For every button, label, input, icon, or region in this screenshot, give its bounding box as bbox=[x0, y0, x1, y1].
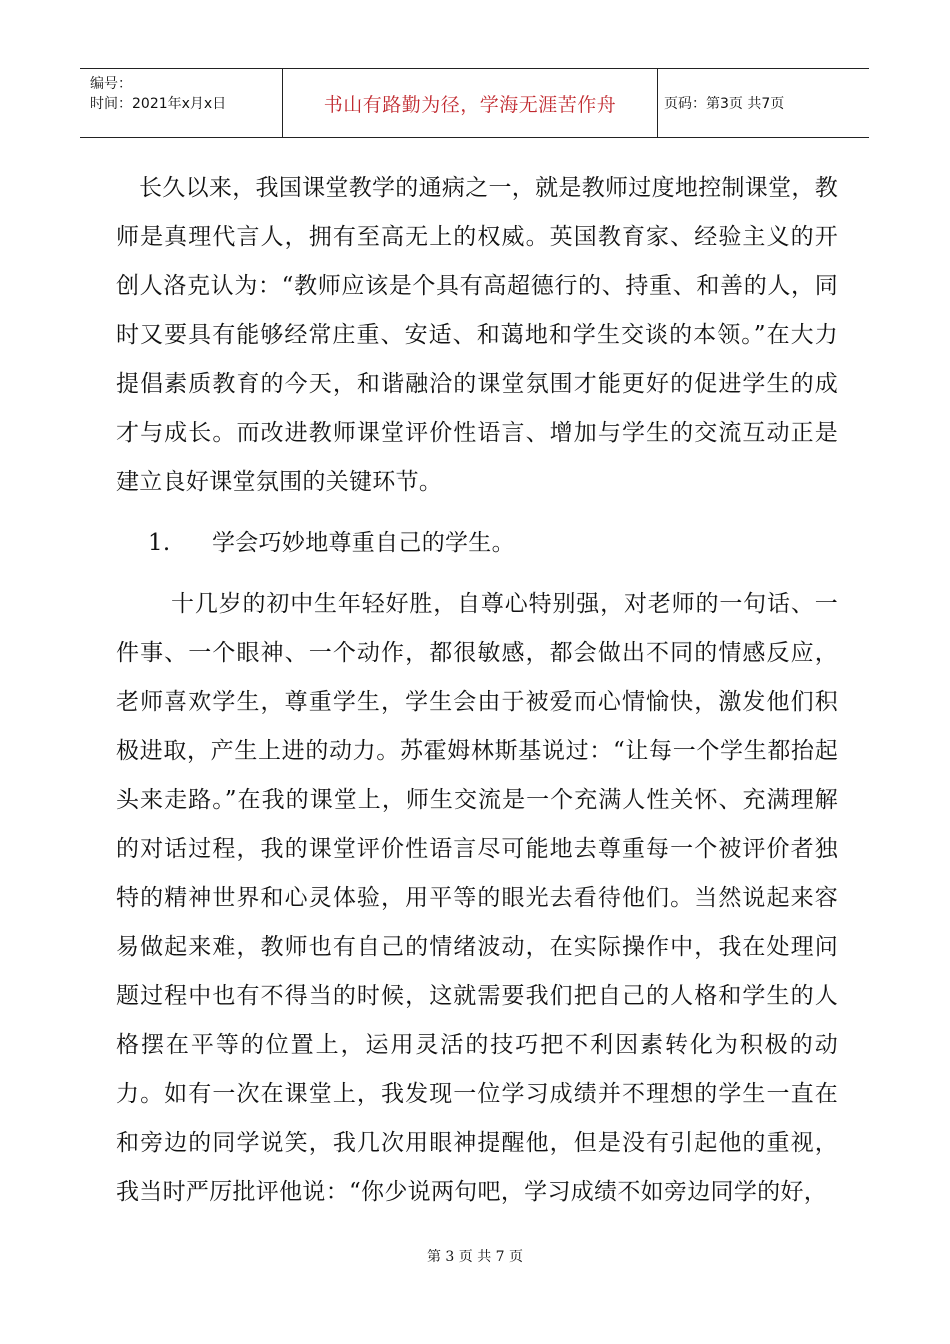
document-date-label: 时间：2021年x月x日 bbox=[90, 96, 227, 112]
section-heading bbox=[116, 519, 838, 568]
paragraph-respect: 十几岁的初中生年轻好胜，自尊心特别强，对老师的一句话、一件事、一个眼神、一个动作，都很敏感，都会做出不同的情感反应，老师喜欢学生，尊重学生，学生会由于被爱而心情愉快，激发他们积极进取，产生上进的动力。苏霍姆林斯基说过：“让每一个学生都抬起头来走路。”在我的课堂上，师生交流是一个充满人性关怀、充满理解的对话过程，我的课堂评价性语言尽可能地去尊重每一个被评价者独特的精神世界和心灵体验，用平等的眼光去看待他们。当然说起来容易做起来难，教师也有自己的情绪波动，在实际操作中，我在处理问题过程中也有不得当的时候，这就需要我们把自己的人格和学生的人格摆在平等的位置上，运用灵活的技巧把不利因素转化为积极的动力。如有一次在课堂上，我发现一位学习成绩并不理想的学生一直在和旁边的同学说笑，我几次用眼神提醒他，但是没有引起他的重视，我当时严厉批评他说：“你少说两句吧，学习成绩不如旁边同学的好， bbox=[116, 591, 838, 1205]
section-number: 1. bbox=[148, 530, 171, 556]
section-title: 学会巧妙地尊重自己的学生。 bbox=[212, 530, 515, 556]
paragraph-intro: 长久以来，我国课堂教学的通病之一，就是教师过度地控制课堂，教师是真理代言人，拥有至高无上的权威。英国教育家、经验主义的开创人洛克认为：“教师应该是个具有高超德行的、持重、和善的人，同时又要具有能够经常庄重、安适、和蔼地和学生交谈的本领。”在大力提倡素质教育的今天，和谐融洽的课堂氛围才能更好的促进学生的成才与成长。而改进教师课堂评价性语言、增加与学生的交流互动正是建立良好课堂氛围的关键环节。 bbox=[116, 175, 838, 495]
header-page-cell bbox=[658, 69, 869, 137]
header-meta-cell bbox=[80, 69, 283, 137]
header-page-info: 页码：第3页 共7页 bbox=[664, 96, 785, 112]
header-motto-cell bbox=[283, 69, 658, 137]
page-footer: 第 3 页 共 7 页 bbox=[426, 1249, 524, 1265]
header-motto: 书山有路勤为径，学海无涯苦作舟 bbox=[323, 93, 617, 116]
document-body bbox=[116, 164, 838, 1217]
header-table bbox=[80, 68, 869, 138]
document-number-label: 编号： bbox=[90, 76, 132, 92]
